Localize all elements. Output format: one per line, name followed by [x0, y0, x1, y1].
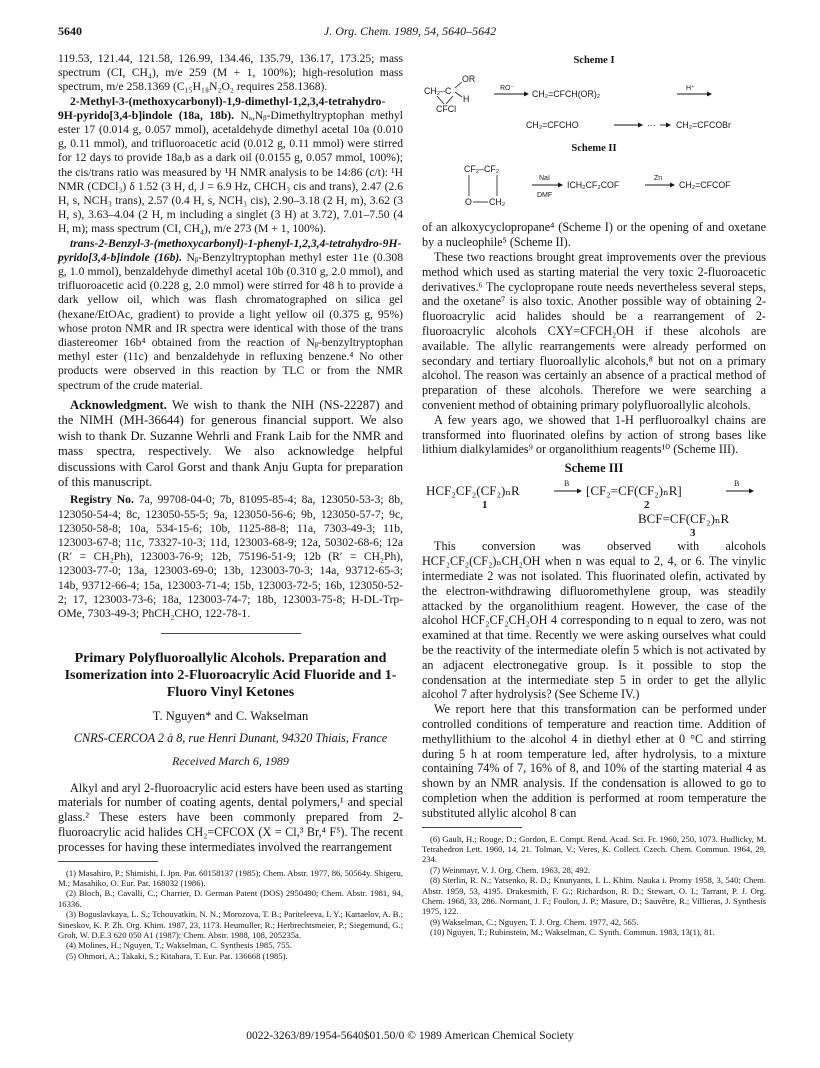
section-divider — [161, 633, 301, 634]
scheme2-arrowhead — [670, 183, 675, 188]
footnote-item: (6) Gault, H.; Rouge, D.; Gordon, E. Compt. Rend. Acad. Sci. Fr. 1960, 250, 1073. Hudlicky, M. Tetrahedron Lett. 1960, 14, 21. Tolman, V.; Veres, K. Collect. Czech. Chem. Commun. 1964, 29, 234. — [422, 833, 766, 865]
report-paragraph: We report here that this transformation can be performed under controlled conditions of temperature and reaction time. Addition of methyllithium to the alcohol 4 in diethyl ether at 0 °C and stirring during 5 h at room temperature led, after hydrolysis, to a mixture containing 74% of 7, 16% of 8, and 10% of the starting material 4 as shown by an NMR analysis. If the condensation is allowed to go to completion when the addition is performed at room temperature the substituted allylic alcohol 8 can — [422, 702, 766, 820]
scheme2-reagent-bottom: DMF — [537, 192, 553, 200]
left-column — [58, 52, 403, 961]
nmr-data-paragraph: 119.53, 121.44, 121.58, 126.99, 134.46, 135.79, 136.17, 173.25; mass spectrum (CI, CH₄), m/e 259 (M + 1, 100%); high-resolution mass spectrum, m/e 258.1369 (C₁₅H₁₈N₂O₂ requires 258.1368). — [58, 52, 403, 94]
compound-18-paragraph — [58, 95, 403, 237]
footnote-item: (2) Bloch, B.; Cavalli, C.; Charrier, D. German Patent (DOS) 2950490; Chem. Abstr. 1981, 94, 16336. — [58, 888, 403, 909]
scheme1-product-1: CH₂=CFCH(OR)₂ — [532, 89, 601, 100]
footnote-item: (3) Boguslavkaya, L. S.; Tchouvatkin, N. N.; Morozova, T. B.; Pariteleeva, I. Y.; Kartaelov, A. B.; Sineskov, K. P. Zh. Org. Khim. 1987, 23, 1173. Heumuller, R.; Herbrechtsmeier, P.; Siegemund, G.; Groh, W. D.E.3 620 050 A1 (1987); Chem. Abstr. 1988, 108, 205235a. — [58, 909, 403, 940]
received-date: Received March 6, 1989 — [172, 754, 289, 769]
right-body — [422, 220, 766, 457]
footnote-item: (10) Nguyen, T.; Rubinstein, M.; Wakselman, C. Synth. Commun. 1983, 13(1), 81. — [430, 927, 715, 938]
article-authors: T. Nguyen* and C. Wakselman — [152, 709, 309, 724]
footnote-item: (8) Sterlin, R. N.; Yatsenko, R. D.; Knunyants, I. L. Khim. Nauka i. Promy 1958, 3, 540; Chem. Abstr. 1959, 53, 4195. Drakesmith, F. G.; Richardson, R. D.; Stewart, O. I.; Tarrant, P. J. Org. Chem. 1968, 33, 286. Normant, J. F.; Foulon, J. P.; Masure, D.; Sauvêtre, R.; Villieras, J. Synthesis 1975, 122. — [422, 875, 766, 917]
footnote-item: (9) Wakselman, C.; Nguyen, T. J. Org. Chem. 1977, 42, 565. — [430, 916, 639, 927]
scheme2-reagent-top: NaI — [539, 175, 550, 183]
compound-16b-text: Nᵦ-Benzyltryptophan methyl ester 11e (0.308 g, 1.0 mmol), benzaldehyde dimethyl acetal 10b (0.310 g, 2.0 mmol), and trifluoroacetic acid (0.228 g, 2.0 mmol) were stirred for 48 h to provide a dark yellow oil, which was flash chromatographed on silica gel (hexane/EtOAc, gradient) to provide a light yellow oil (0.375 g, 95%) whose proton NMR and IR spectra were identical with those of the trans diastereomer 16b⁴ obtained from the reaction of Nᵦ-benzyltryptophan methyl ester (11c) and benzaldehyde in refluxing benzene.⁴ No other products were observed in this reaction by TLC or from the NMR spectrum of the crude material. — [58, 250, 403, 392]
scheme2-ring-top: CF₂–CF₂ — [464, 164, 500, 175]
scheme1-dots: ··· — [647, 120, 656, 131]
registry-paragraph — [58, 493, 403, 621]
compound-16b-heading: trans-2-Benzyl-3-(methoxycarbonyl)-1-phenyl-1,2,3,4-tetrahydro-9H-pyrido[3,4-b]indole (16b). — [58, 236, 402, 264]
acknowledgment-text: We wish to thank the NIH (NS-22287) and the NIMH (MH-36644) for generous financial support. We also wish to thank Dr. Suzanne Wehrli and Frank Laib for the NMR and mass spectra, respectively. We also acknowledge helpful discussions with Carol Gorst and thank Anju Gupta for preparation of this manuscript. — [58, 397, 403, 489]
footnote-divider — [422, 827, 522, 828]
scheme1-cfcl: CFCl — [436, 104, 457, 115]
scheme2-ring-ch2: CH₂ — [489, 197, 506, 208]
right-footnotes — [422, 834, 766, 938]
scheme3-intermediate: [CF₂=CF(CF₂)ₙR] — [586, 483, 682, 499]
scheme1-bond-or — [455, 82, 462, 88]
scheme1-h-group: H — [463, 94, 470, 105]
scheme-3-diagram — [422, 479, 766, 539]
scheme3-product: BCF=CF(CF₂)ₙR — [638, 511, 730, 527]
scheme2-arrowhead — [558, 183, 563, 188]
scheme3-arrow-label-1: B — [564, 479, 570, 489]
scheme3-num-1: 1 — [482, 499, 488, 512]
scheme1-reagent-2: H⁺ — [686, 85, 695, 93]
prior-work-paragraph: A few years ago, we showed that 1-H perfluoroalkyl chains are transformed into fluorinated olefins by action of strong bases like lithium dialkylamides⁹ or organolithium reagents¹⁰ (Scheme III). — [422, 412, 766, 457]
scheme1-arrowhead — [666, 123, 671, 128]
scheme-2-diagram — [422, 160, 766, 220]
scheme2-product: CH₂=CFCOF — [679, 180, 731, 191]
article-title: Primary Polyfluoroallylic Alcohols. Preparation and Isomerization into 2-Fluoroacrylic Acid Fluoride and 1-Fluoro Vinyl Ketones — [64, 651, 397, 701]
page-header — [58, 24, 762, 42]
compound-18-text: Nₐ,Nᵦ-Dimethyltryptophan methyl ester 17 (0.014 g, 0.057 mmol), acetaldehyde dimethyl acetal 10a (0.010 g, 0.11 mmol), and trifluoroacetic acid (0.012 g, 0.11 mmol) were stirred for 12 days to provide 18a,b as a dark oil (0.0155 g, 0.057 mmol, 100%); the cis/trans ratio was measured by ¹H NMR analysis to be 14:86 (c/t): ¹H NMR (CDCl₃) δ 1.52 (3 H, d, J = 6.9 Hz, CHCH₃ cis and trans), 2.47 (2.6 H, s, NCH₃ trans), 2.57 (0.4 H, s, NCH₃ cis), 2.90–3.18 (2 H, m), 3.62 (3 H, s), 3.63–4.04 (2 H, m including a singlet (3 H) at 3.72), 7.01–7.50 (4 H, m); mass spectrum (CI, CH₄), m/e 273 (M + 1, 100%). — [58, 108, 403, 236]
right-column — [422, 52, 766, 938]
conversion-paragraph: This conversion was observed with alcohols HCF₂CF₂(CF₂)ₙCH₂OH when n was equal to 2, 4, or 6. The vinylic intermediate 2 was not isolated. This fluorinated olefin, activated by the electron-withdrawing difluoromethylene group, was steadily attacked by the organolithium reagent. However, the case of the alcohol HCF₂CF₂CH₂OH 4 corresponding to n equal to zero, was not examined at that time. Recently we were asking ourselves what could be the reactivity of the intermediate olefin 5 which is not activated by an adjacent electronegative group. Is it possible to stop the condensation at the intermediate step 5 in order to get the allylic alcohol 7 after hydrolysis? (See Scheme IV.) — [422, 539, 766, 702]
registry-text: 7a, 99708-04-0; 7b, 81095-85-4; 8a, 123050-53-3; 8b, 123050-54-4; 8c, 123050-55-5; 9a, 123050-56-6; 9b, 123050-57-7; 9c, 123050-58-8; 10a, 534-15-6; 10b, 1125-88-8; 11a, 7303-49-3; 11b, 123003-67-8; 11c, 73327-10-3; 11d, 123003-68-9; 12a, 50302-68-6; 12a (R′ = CH₂Ph), 123003-76-9; 12b, 75196-51-9; 12b (R′ = CH₂Ph), 123003-77-0; 13a, 123003-69-0; 13b, 123003-70-3; 14a, 93712-65-3; 14b, 93712-66-4; 15a, 123003-71-4; 15b, 123003-72-5; 16b, 123050-52-2; 17, 123003-73-6; 18a, 123003-74-7; 18b, 123003-75-8; H-DL-Trp-OMe, 7303-49-3; PhCH₂CHO, 122-78-1. — [58, 493, 403, 620]
article-affiliation: CNRS-CERCOA 2 à 8, rue Henri Dunant, 94320 Thiais, France — [73, 731, 388, 746]
registry-heading: Registry No. — [70, 493, 134, 507]
footnote-item: (1) Masahiro, P.; Shimishi, I. Jpn. Pat. 60158137 (1985); Chem. Abstr. 1977, 86, 50564y. Shigeru, M.; Masahiko, O. Eur. Pat. 168032 (1986). — [58, 867, 403, 888]
scheme1-reactant-left: CH₂–C — [424, 86, 452, 97]
page-number: 5640 — [58, 24, 82, 38]
scheme1-bond-h — [455, 92, 462, 97]
footnote-divider — [58, 861, 158, 862]
scheme3-arrowhead — [577, 489, 582, 494]
scheme3-num-2: 2 — [644, 499, 650, 512]
journal-citation: J. Org. Chem. 1989, 54, 5640–5642 — [323, 24, 497, 38]
scheme-1-title: Scheme I — [573, 55, 615, 66]
scheme3-num-3: 3 — [690, 527, 696, 540]
acknowledgment-paragraph — [58, 398, 403, 490]
acknowledgment-heading: Acknowledgment. — [70, 397, 167, 412]
scheme1-product-2: CH₂=CFCHO — [526, 120, 579, 131]
scheme2-ring-o: O — [465, 197, 472, 208]
scheme3-arrowhead — [749, 489, 754, 494]
scheme1-ring-bond — [437, 96, 444, 104]
scheme1-arrowhead — [638, 123, 643, 128]
scheme3-arrow-label-2: B — [734, 479, 740, 489]
scheme-1-diagram — [422, 72, 766, 136]
scheme1-ring-bond — [446, 96, 453, 104]
footnote-item: (7) Weinmayr, V. J. Org. Chem. 1963, 28, 492. — [430, 864, 591, 875]
page-footer: 0022-3263/89/1954-5640$01.50/0 © 1989 American Chemical Society — [246, 1030, 574, 1042]
scheme-2-title: Scheme II — [571, 143, 617, 155]
scheme1-product-3: CH₂=CFCOBr — [676, 120, 731, 131]
footnote-item: (5) Ohmori, A.; Takaki, S.; Kitahara, T. Eur. Pat. 136668 (1985). — [66, 950, 288, 961]
right-body-continued — [422, 539, 766, 820]
scheme-refs-paragraph: of an alkoxycyclopropane⁴ (Scheme I) or the opening of and oxetane by a nucleophile⁵ (Scheme II). — [422, 220, 766, 250]
scheme2-reagent-2: Zn — [654, 175, 663, 183]
background-paragraph: These two reactions brought great improvements over the previous method which used as starting material the very toxic 2-fluoroacetic derivatives.⁶ The cyclopropane route needs nevertheless several steps, and the oxetane⁷ is also toxic. Another possible way of obtaining 2-fluoroacrylic acid halides should be a rearrangement of 2-fluoroacrylic alcohols CXY=CFCH₂OH if these alcohols are available. The allylic rearrangements were already performed on secondary and tertiary fluoroallylic alcohols,⁸ but not on a primary alcohol. The reason was certainly an absence of a practical method of preparation of these alcohols. Therefore we were searching a convenient method of obtaining primary polyfluoroallylic alcohols. — [422, 250, 766, 412]
scheme1-reagent: RO⁻ — [500, 85, 515, 93]
compound-18-heading: 2-Methyl-3-(methoxycarbonyl)-1,9-dimethyl-1,2,3,4-tetrahydro-9H-pyrido[3,4-b]indole (18a, 18b). — [58, 94, 386, 122]
left-footnotes — [58, 868, 403, 962]
scheme1-arrowhead — [707, 92, 712, 97]
scheme1-arrowhead — [524, 92, 529, 97]
scheme1-or-group: OR — [462, 74, 476, 85]
footnote-item: (4) Molines, H.; Nguyen, T.; Wakselman, C. Synthesis 1985, 755. — [66, 940, 292, 951]
scheme2-intermediate: ICH₂CF₂COF — [567, 180, 620, 191]
intro-paragraph: Alkyl and aryl 2-fluoroacrylic acid esters have been used as starting materials for number of coating agents, dental polymers,¹ and special glass.² These esters have been commonly prepared from 2-fluoroacrylic acid halides CH₂=CFCOX (X = Cl,³ Br,⁴ F⁵). The recent processes for having these intermediates involved the rearrangement — [58, 780, 403, 854]
compound-16b-paragraph — [58, 237, 403, 393]
scheme-3-title: Scheme III — [564, 461, 624, 476]
scheme3-reactant: HCF₂CF₂(CF₂)ₙR — [426, 483, 520, 499]
